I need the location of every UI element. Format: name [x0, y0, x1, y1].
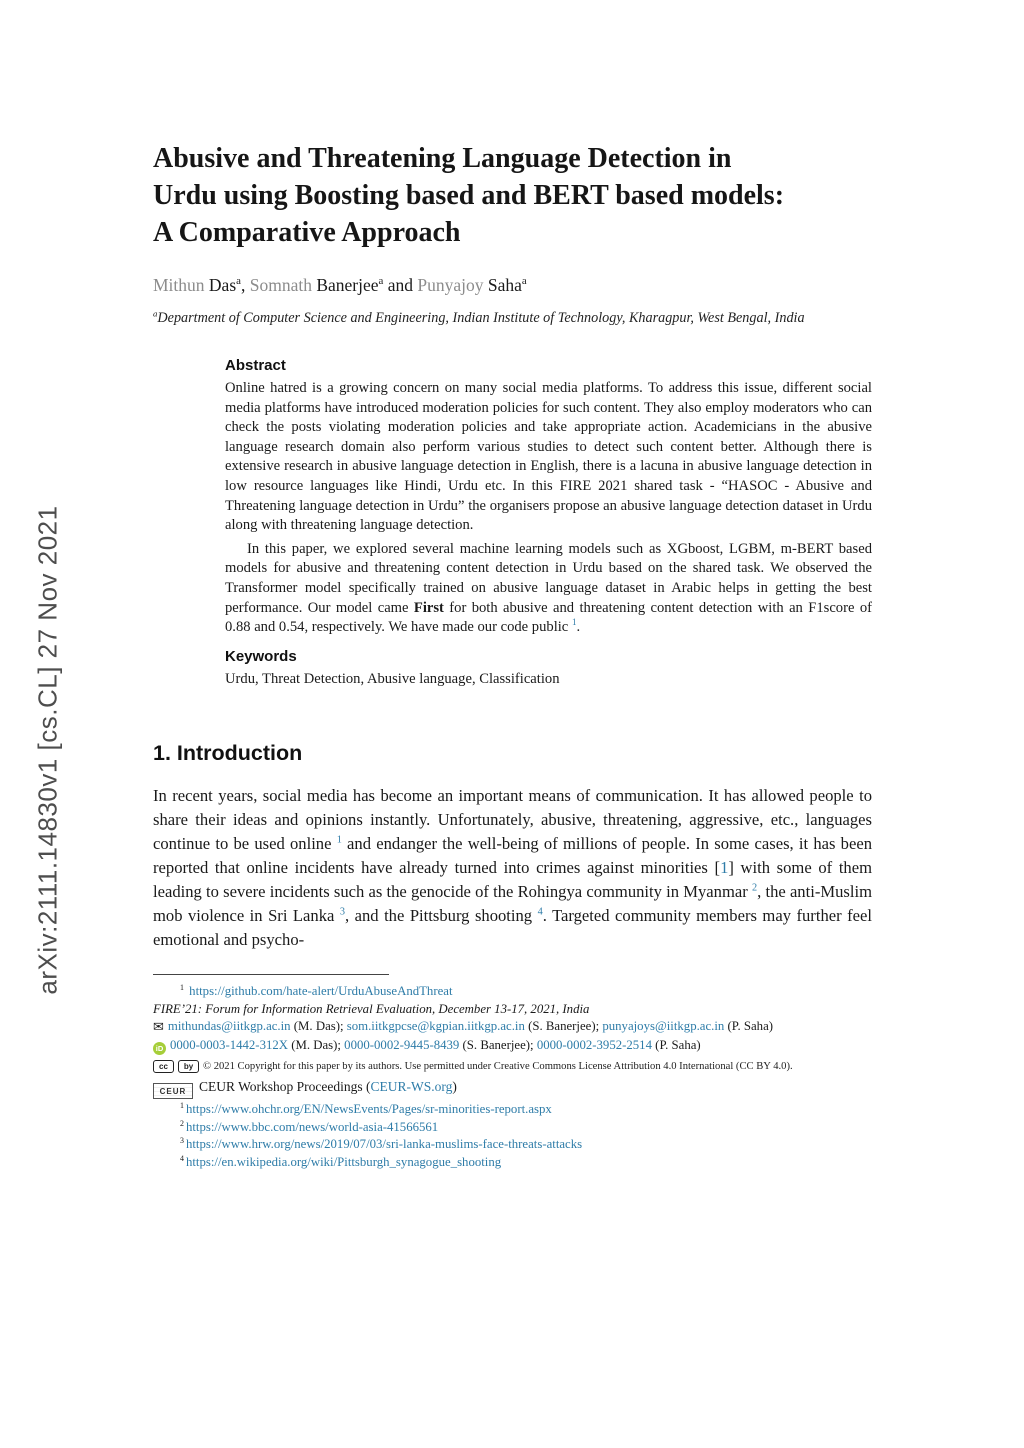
text-segment: , — [240, 275, 250, 295]
text-segment: Online hatred is a growing concern on many social media platforms. To address this issue, different social media platforms have introduced moderation policies for such content. They also employ moderators who can check the posts violating moderation policies and take appropriate action. Academicians in the abusive language research domain also perform various studies to detect such content better. Although there is extensive research in abusive language detection in English, there is a lacuna in abusive language detection in low resource languages like Hindi, Urdu etc. In this FIRE 2021 shared task - “HASOC - Abusive and Threatening language detection in Urdu” the organisers propose an abusive language detection dataset in Urdu along with threatening language detection. — [225, 380, 872, 534]
copyright-line — [153, 1058, 872, 1076]
superscript: a — [521, 275, 527, 288]
cc-by-icon: by — [178, 1060, 199, 1073]
orcids-line — [153, 1037, 872, 1055]
title-line-1: Abusive and Threatening Language Detection in — [153, 143, 732, 174]
ceur-ws-logo: CEUR — [153, 1083, 193, 1099]
page-footnote-area — [153, 974, 872, 1171]
footnote-ref[interactable]: 1 — [336, 834, 342, 846]
text-segment: (P. Saha) — [651, 1037, 701, 1052]
text-segment: (S. Banerjee); — [524, 1019, 603, 1034]
text-segment: (M. Das); — [288, 1037, 345, 1052]
text-segment: ] with some of them leading to severe incidents such as the genocide of the Rohingya community in Myanmar — [153, 858, 872, 902]
orcid-icon: iD — [153, 1042, 166, 1055]
footnote-url[interactable]: https://www.ohchr.org/EN/NewsEvents/Pages/sr-minorities-report.aspx — [185, 1102, 552, 1117]
text-segment: (M. Das); — [290, 1019, 347, 1034]
footnote-marker: 1 — [180, 1101, 184, 1111]
cc-icon: cc — [153, 1060, 174, 1073]
footnote-ref[interactable]: 4 — [537, 906, 543, 918]
abstract-paragraph-2 — [225, 540, 872, 638]
footnote-marker: 3 — [180, 1136, 184, 1146]
inline-link[interactable]: mithundas@iitkgp.ac.in — [167, 1019, 291, 1034]
emails-text — [168, 1019, 773, 1033]
text-segment: and endanger the well-being of millions of people. In some cases, it has been reported that online incidents have already turned into crimes against minorities [ — [153, 834, 872, 878]
keywords-section — [225, 648, 872, 690]
text-segment: Mithun — [153, 275, 209, 295]
text-segment: . Targeted community members may further feel emotional and psycho- — [153, 906, 872, 950]
ceur-text — [199, 1079, 457, 1094]
footnote-rule — [153, 974, 389, 975]
superscript: a — [153, 308, 158, 319]
keywords-text: Urdu, Threat Detection, Abusive language, Classification — [225, 670, 560, 687]
text-segment: (S. Banerjee); — [459, 1037, 537, 1052]
footnote-ref[interactable]: 2 — [751, 882, 758, 894]
text-segment: . — [576, 619, 581, 636]
inline-link[interactable]: https://github.com/hate-alert/UrduAbuseAndThreat — [189, 984, 453, 999]
footnote-url[interactable]: https://www.hrw.org/news/2019/07/03/sri-lanka-muslims-face-threats-attacks — [185, 1137, 583, 1152]
text-segment: for both abusive and threatening content detection with an F1score of 0.88 and 0.54, respectively. We have made our code public — [225, 599, 872, 636]
inline-link[interactable]: 1 — [720, 858, 729, 878]
inline-link[interactable]: 0000-0003-1442-312X — [170, 1037, 289, 1052]
abstract-paragraph-1 — [225, 379, 872, 536]
footnote-url[interactable]: https://en.wikipedia.org/wiki/Pittsburgh_synagogue_shooting — [185, 1154, 502, 1169]
footnote-line-1 — [180, 1101, 872, 1119]
ceur-line — [153, 1078, 872, 1099]
footnote-ref[interactable]: 3 — [339, 906, 345, 918]
text-segment: Somnath — [249, 275, 317, 295]
superscript: 1 — [180, 983, 184, 993]
code-repo-footnote — [180, 983, 872, 1001]
emails-line — [153, 1018, 872, 1037]
footnote-line-4 — [180, 1154, 872, 1172]
text-segment: , the anti-Muslim mob violence in Sri Lanka — [153, 882, 872, 926]
text-segment: (P. Saha) — [724, 1019, 774, 1034]
section-heading-introduction: 1. Introduction — [153, 741, 303, 766]
footnote-line-3 — [180, 1136, 872, 1154]
inline-link[interactable]: 0000-0002-9445-8439 — [344, 1037, 460, 1052]
footnote-line-2 — [180, 1119, 872, 1137]
abstract-heading: Abstract — [225, 357, 286, 374]
paper-header — [153, 140, 872, 327]
text-segment: Banerjee — [316, 275, 379, 295]
title-line-2: Urdu using Boosting based and BERT based models: — [153, 180, 785, 211]
superscript: a — [378, 275, 384, 288]
text-segment: and — [383, 275, 418, 295]
superscript: a — [236, 275, 241, 288]
abstract-section — [225, 357, 872, 638]
venue-note: FIRE’21: Forum for Information Retrieval Evaluation, December 13-17, 2021, India — [153, 1001, 590, 1016]
footnote-marker: 4 — [180, 1153, 184, 1163]
text-segment: Das — [208, 275, 237, 295]
paper-content — [153, 140, 872, 1171]
footnote-marker: 2 — [180, 1118, 184, 1128]
envelope-icon: ✉ — [153, 1020, 164, 1036]
author-list — [153, 275, 872, 296]
text-segment: First — [413, 599, 444, 616]
keywords-heading: Keywords — [225, 647, 297, 665]
text-segment: Saha — [487, 275, 522, 295]
orcids-text — [170, 1038, 701, 1052]
affiliation-line — [153, 310, 872, 327]
paper-title — [153, 140, 872, 251]
text-segment: In this paper, we explored several machine learning models such as XGboost, LGBM, m-BERT based models for abusive and threatening content detection in Urdu based on the shared task. We observed the Transformer model specifically trained on abusive language dataset in Arabic helps in getting the best performance. Our model came — [225, 540, 872, 616]
inline-link[interactable]: som.iitkgpcse@kgpian.iitkgp.ac.in — [346, 1019, 525, 1034]
title-line-3: A Comparative Approach — [153, 217, 461, 248]
footnote-url[interactable]: https://www.bbc.com/news/world-asia-41566561 — [185, 1119, 439, 1134]
introduction-paragraph — [153, 784, 872, 952]
inline-link[interactable]: punyajoys@iitkgp.ac.in — [602, 1019, 725, 1034]
footnote-ref[interactable]: 1 — [571, 617, 577, 628]
copyright-text: © 2021 Copyright for this paper by its authors. Use permitted under Creative Commons License Attribution 4.0 International (CC BY 4.0). — [203, 1060, 793, 1072]
arxiv-watermark: arXiv:2111.14830v1 [cs.CL] 27 Nov 2021 — [32, 505, 63, 995]
inline-link[interactable]: CEUR-WS.org — [370, 1079, 453, 1095]
text-segment: Punyajoy — [417, 275, 488, 295]
text-segment: , and the Pittsburg shooting — [345, 906, 538, 926]
text-segment: Department of Computer Science and Engineering, Indian Institute of Technology, Kharagpur, West Bengal, India — [157, 310, 805, 326]
text-segment: ) — [452, 1079, 457, 1095]
text-segment: CEUR Workshop Proceedings ( — [199, 1079, 371, 1095]
text-segment: In recent years, social media has become an important means of communication. It has allowed people to share their ideas and opinions instantly. Unfortunately, abusive, threatening, aggressive, etc., languages continue to be used online — [153, 786, 872, 854]
inline-link[interactable]: 0000-0002-3952-2514 — [536, 1037, 652, 1052]
